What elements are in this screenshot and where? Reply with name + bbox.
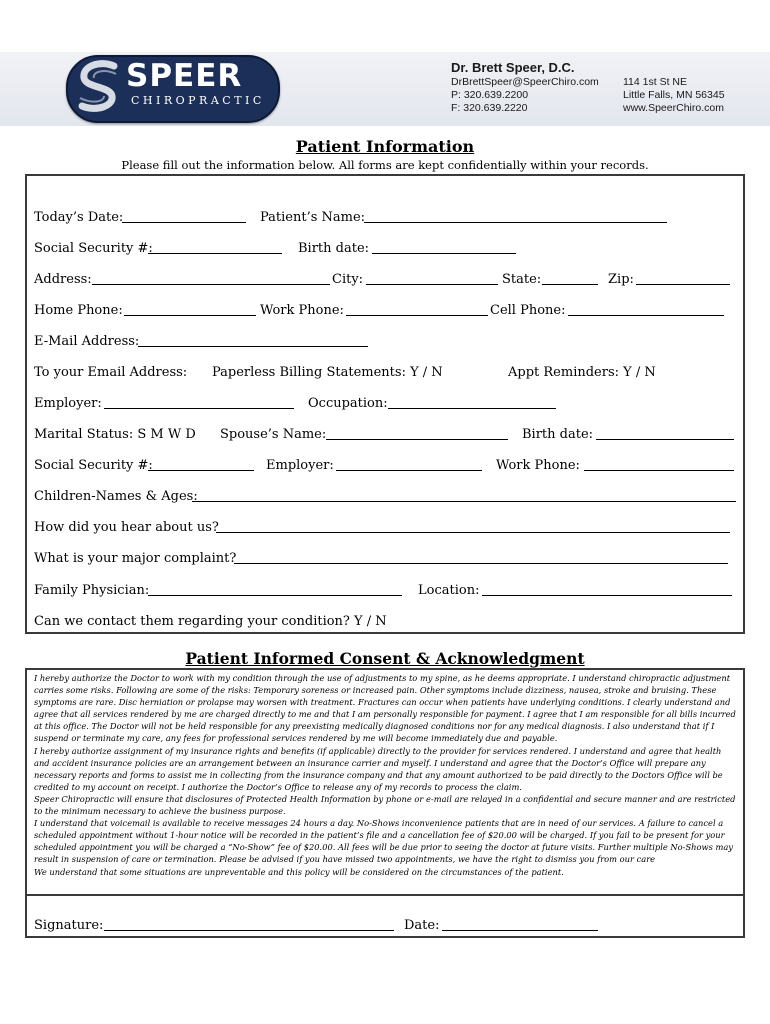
city-label: City:: [332, 272, 364, 287]
contact-fax: F: 320.639.2220: [451, 102, 528, 114]
work-phone-field[interactable]: [346, 302, 488, 316]
row-contact: [34, 613, 736, 631]
children-field[interactable]: [192, 488, 736, 502]
zip-field[interactable]: [636, 271, 730, 285]
consent-paragraph: I hereby authorize assignment of my insurance rights and benefits (if applicable) directly to the provider for services rendered. I understand and agree that health and accident insurance policies are an arrangement between an insurance carrier and myself. I understand and agree that the Doctor’s Office will prepare any necessary reports and forms to assist me in collecting from the insurance company and that any amount authorized to be paid directly to the Doctors Office will be credited to my account on receipt. I authorize the Doctor’s Office to release any of my records to process the claim.: [34, 745, 723, 792]
employer-field[interactable]: [104, 395, 294, 409]
occupation-label: Occupation:: [308, 396, 388, 411]
row-phones: [34, 302, 734, 320]
consent-paragraph: Speer Chiropractic will ensure that disclosures of Protected Health Information by phone or e-mail are relayed in a confidential and secure manner and are restricted to the minimum necessary to achieve the business purpose.: [34, 793, 736, 817]
physician-label: Family Physician:: [34, 583, 150, 598]
patient-info-title: Patient Information: [295, 137, 475, 156]
website: www.SpeerChiro.com: [623, 102, 724, 114]
spouse-birth-date-label: Birth date:: [522, 427, 594, 442]
spouse-ssn-label: Social Security #:: [34, 458, 153, 473]
ssn-field[interactable]: [148, 240, 282, 254]
physician-field[interactable]: [148, 582, 402, 596]
state-field[interactable]: [542, 271, 598, 285]
signature-date-label: Date:: [404, 918, 440, 933]
row-ssn-birth: [34, 240, 734, 258]
hear-about-label: How did you hear about us?: [34, 520, 219, 535]
consent-paragraph: I understand that voicemail is available to receive messages 24 hours a day. No-Shows inconvenience patients that are in need of our services. A failure to cancel a scheduled appointment without 1-hour notice will be recorded in the patient’s file and a cancellation fee of $20.00 will be charged. If you fail to be present for your scheduled appointment you will be charged a “No-Show” fee of $20.00. All fees will be due prior to seeing the doctor at future visits. Further multiple No-Shows may result in suspension of care or termination. Please be advised if you have missed two appointments, we have the right to dismiss you from our care: [34, 818, 733, 865]
consent-title: Patient Informed Consent & Acknowledgment: [185, 649, 585, 668]
signature-field[interactable]: [104, 917, 394, 931]
hear-about-field[interactable]: [216, 519, 730, 533]
row-email-options: [34, 364, 734, 382]
row-email: [34, 333, 734, 351]
todays-date-field[interactable]: [122, 209, 246, 223]
home-phone-label: Home Phone:: [34, 303, 123, 318]
row-referral: [34, 519, 736, 537]
spouse-employer-label: Employer:: [266, 458, 334, 473]
address-street: 114 1st St NE: [623, 76, 688, 88]
home-phone-field[interactable]: [124, 302, 256, 316]
signature-label: Signature:: [34, 918, 104, 933]
row-spouse-info: [34, 457, 736, 475]
contact-physician-option[interactable]: Can we contact them regarding your condition? Y / N: [34, 614, 387, 629]
patient-name-field[interactable]: [364, 209, 667, 223]
consent-text: [34, 672, 736, 878]
occupation-field[interactable]: [388, 395, 556, 409]
state-label: State:: [502, 272, 542, 287]
complaint-label: What is your major complaint?: [34, 551, 237, 566]
spouse-employer-field[interactable]: [336, 457, 482, 471]
logo-wordmark: SPEER: [126, 58, 243, 94]
children-label: Children-Names & Ages:: [34, 489, 198, 504]
work-phone-label: Work Phone:: [260, 303, 344, 318]
row-address: [34, 271, 734, 289]
patient-info-subtitle: Please fill out the information below. All forms are kept confidentially within your records.: [121, 158, 649, 172]
row-children: [34, 488, 736, 506]
spouse-work-phone-label: Work Phone:: [496, 458, 580, 473]
cell-phone-label: Cell Phone:: [490, 303, 566, 318]
email-field[interactable]: [138, 333, 368, 347]
row-signature: [34, 917, 736, 935]
to-email-label: To your Email Address:: [34, 365, 188, 380]
email-label: E-Mail Address:: [34, 334, 140, 349]
contact-phone: P: 320.639.2200: [451, 89, 529, 101]
location-field[interactable]: [482, 582, 732, 596]
birth-date-label: Birth date:: [298, 241, 370, 256]
cell-phone-field[interactable]: [568, 302, 724, 316]
address-label: Address:: [34, 272, 92, 287]
complaint-field[interactable]: [234, 550, 728, 564]
city-field[interactable]: [366, 271, 498, 285]
consent-paragraph: I hereby authorize the Doctor to work with my condition through the use of adjustments to my spine, as he deems appropriate. I understand chiropractic adjustment carries some risks. Following are some of the risks: Temporary soreness or increased pain. Other symptoms include dizziness, nausea, stroke and bruising. These symptoms are rare. Disc herniation or prolapse may worsen with treatment. Fractures can occur when patients have underlying conditions. I clearly understand and agree that all services rendered by me are charged directly to me and that I am personally responsible for payment. I agree that I am responsible for all bills incurred at this office. The Doctor will not be held responsible for any preexisting medically diagnosed conditions nor for any medical diagnosis. I also understand that if I suspend or terminate my care, any fees for professional services rendered by me will become immediately due and payable.: [34, 673, 736, 744]
spouse-name-label: Spouse’s Name:: [220, 427, 327, 442]
spouse-birth-date-field[interactable]: [596, 426, 734, 440]
employer-label: Employer:: [34, 396, 102, 411]
swoosh-s-icon: [74, 58, 128, 116]
row-complaint: [34, 550, 736, 568]
patient-name-label: Patient’s Name:: [260, 210, 366, 225]
ssn-label: Social Security #:: [34, 241, 153, 256]
row-date-name: [34, 209, 734, 227]
zip-label: Zip:: [608, 272, 634, 287]
row-employment: [34, 395, 734, 413]
signature-date-field[interactable]: [442, 917, 598, 931]
row-physician: [34, 582, 736, 600]
spouse-ssn-field[interactable]: [148, 457, 254, 471]
contact-email: DrBrettSpeer@SpeerChiro.com: [451, 76, 599, 88]
consent-paragraph: We understand that some situations are unpreventable and this policy will be considered on the circumstances of the patient.: [34, 866, 564, 877]
address-city: Little Falls, MN 56345: [623, 89, 725, 101]
location-label: Location:: [418, 583, 480, 598]
logo-subtitle: CHIROPRACTIC: [131, 94, 265, 107]
spouse-name-field[interactable]: [326, 426, 508, 440]
row-marital: [34, 426, 736, 444]
doctor-name: Dr. Brett Speer, D.C.: [451, 60, 575, 75]
marital-status-options[interactable]: Marital Status: S M W D: [34, 427, 196, 442]
address-field[interactable]: [92, 271, 330, 285]
spouse-work-phone-field[interactable]: [584, 457, 734, 471]
birth-date-field[interactable]: [372, 240, 516, 254]
appt-reminders-option[interactable]: Appt Reminders: Y / N: [508, 365, 656, 380]
todays-date-label: Today’s Date:: [34, 210, 124, 225]
paperless-billing-option[interactable]: Paperless Billing Statements: Y / N: [212, 365, 443, 380]
